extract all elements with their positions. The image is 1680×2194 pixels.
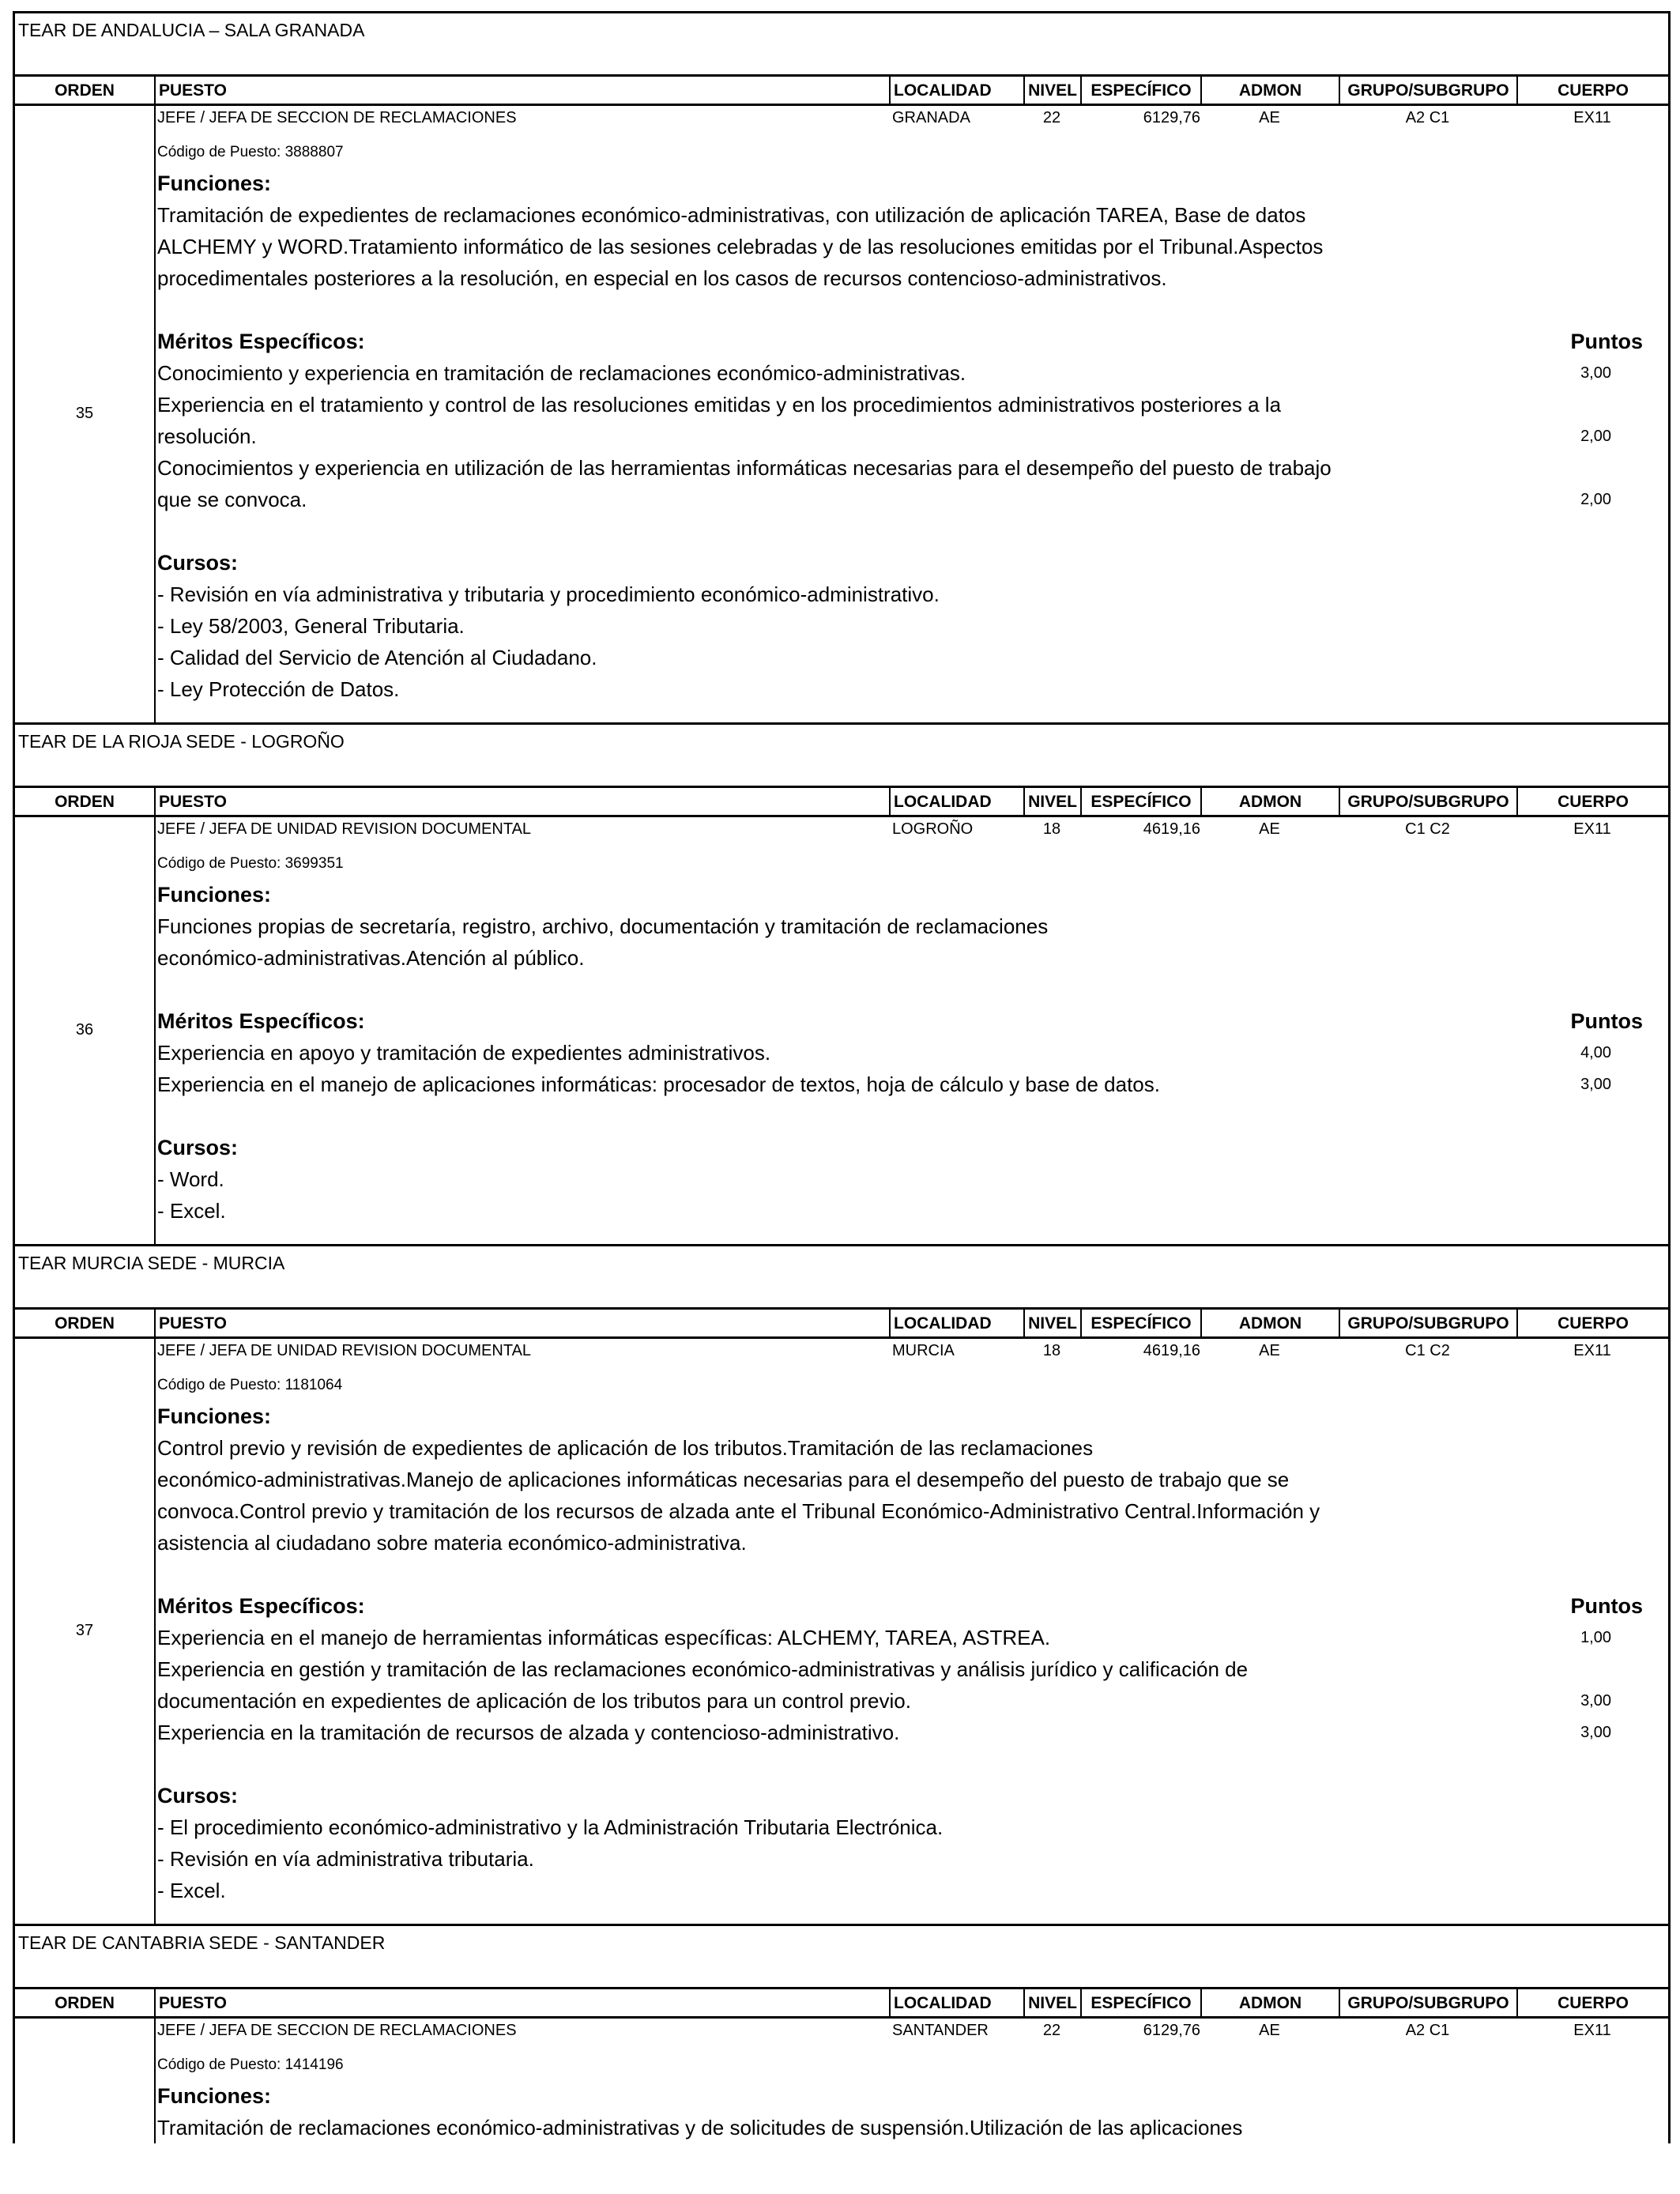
especifico-value: 4619,16 bbox=[1143, 820, 1200, 838]
merito-item bbox=[157, 357, 1659, 389]
merito-text: Conocimiento y experiencia en tramitación de reclamaciones económico-administrativas. bbox=[157, 361, 966, 385]
funciones-line: Tramitación de expedientes de reclamaciones económico-administrativas, con utilización de aplicación TAREA, Base de datos bbox=[157, 203, 1306, 227]
especifico-value: 6129,76 bbox=[1143, 109, 1200, 126]
column-header-row bbox=[15, 1987, 1668, 2019]
especifico-value: 4619,16 bbox=[1143, 1342, 1200, 1359]
curso-item: - Revisión en vía administrativa y tributaria y procedimiento económico-administrativo. bbox=[157, 582, 940, 606]
column-header-nivel: NIVEL bbox=[1023, 788, 1080, 815]
position-body bbox=[15, 2019, 1668, 2143]
merito-text: Experiencia en el manejo de aplicaciones informáticas: procesador de textos, hoja de cálculo y base de datos. bbox=[157, 1072, 1160, 1096]
spacer bbox=[157, 1906, 1659, 1924]
merito-puntos: 3,00 bbox=[1580, 1076, 1611, 1093]
funciones-label: Funciones: bbox=[157, 883, 272, 907]
spacer bbox=[157, 974, 1659, 1005]
funciones-line: económico-administrativas.Manejo de aplicaciones informáticas necesarias para el desempeño del puesto de trabajo que se bbox=[157, 1468, 1290, 1491]
column-header-cuerpo: CUERPO bbox=[1516, 1310, 1668, 1336]
column-header-puesto: PUESTO bbox=[154, 788, 889, 815]
merito-puntos: 3,00 bbox=[1580, 364, 1611, 382]
curso-item: - Ley Protección de Datos. bbox=[157, 677, 400, 701]
funciones-label: Funciones: bbox=[157, 1404, 272, 1428]
position-details bbox=[157, 2019, 1668, 2143]
position-summary-row bbox=[157, 1339, 1659, 1370]
spacer bbox=[157, 1748, 1659, 1780]
section-title: TEAR MURCIA SEDE - MURCIA bbox=[15, 1244, 1668, 1307]
meritos-label: Méritos Específicos: bbox=[157, 1594, 365, 1618]
position-details bbox=[157, 1339, 1668, 1924]
position-summary-row bbox=[157, 2019, 1659, 2050]
puesto-value: JEFE / JEFA DE SECCION DE RECLAMACIONES bbox=[157, 2022, 517, 2039]
codigo-puesto: Código de Puesto: 1414196 bbox=[157, 2056, 344, 2073]
document-page bbox=[13, 11, 1671, 2143]
position-body bbox=[15, 106, 1668, 722]
merito-text: Conocimientos y experiencia en utilización de las herramientas informáticas necesarias para el desempeño del puesto de trabajo bbox=[157, 456, 1332, 480]
funciones-line: Funciones propias de secretaría, registro, archivo, documentación y tramitación de reclamaciones bbox=[157, 914, 1049, 938]
puesto-value: JEFE / JEFA DE UNIDAD REVISION DOCUMENTAL bbox=[157, 1342, 532, 1359]
column-header-row bbox=[15, 1307, 1668, 1339]
merito-text: que se convoca. bbox=[157, 488, 307, 511]
column-header-nivel: NIVEL bbox=[1023, 77, 1080, 104]
spacer bbox=[157, 1559, 1659, 1590]
column-header-admon: ADMON bbox=[1200, 788, 1339, 815]
grupo-value: A2 C1 bbox=[1405, 109, 1450, 126]
merito-puntos: 4,00 bbox=[1580, 1044, 1611, 1061]
column-header-orden: ORDEN bbox=[55, 1314, 115, 1333]
position-summary-row bbox=[157, 106, 1659, 138]
position-section bbox=[13, 1924, 1671, 2143]
curso-item: - Excel. bbox=[157, 1879, 226, 1902]
column-header-orden: ORDEN bbox=[55, 1994, 115, 2012]
funciones-label: Funciones: bbox=[157, 2084, 272, 2108]
merito-item bbox=[157, 389, 1659, 452]
meritos-header bbox=[157, 1005, 1659, 1037]
column-header-cuerpo: CUERPO bbox=[1516, 788, 1668, 815]
column-header-admon: ADMON bbox=[1200, 1989, 1339, 2016]
merito-item bbox=[157, 1037, 1659, 1069]
funciones-line: Tramitación de reclamaciones económico-administrativas y de solicitudes de suspensión.Utilización de las aplicaciones bbox=[157, 2116, 1243, 2139]
merito-item bbox=[157, 1622, 1659, 1653]
orden-value: 37 bbox=[75, 1622, 94, 1639]
column-header-especifico: ESPECÍFICO bbox=[1080, 788, 1200, 815]
merito-text: Experiencia en la tramitación de recursos de alzada y contencioso-administrativo. bbox=[157, 1721, 900, 1744]
column-divider bbox=[154, 1339, 156, 1924]
merito-item bbox=[157, 1653, 1659, 1717]
cuerpo-value: EX11 bbox=[1573, 2022, 1611, 2039]
position-section bbox=[13, 722, 1671, 1244]
column-header-puesto: PUESTO bbox=[154, 77, 889, 104]
position-details bbox=[157, 817, 1668, 1244]
puesto-value: JEFE / JEFA DE UNIDAD REVISION DOCUMENTAL bbox=[157, 820, 532, 838]
cuerpo-value: EX11 bbox=[1573, 109, 1611, 126]
funciones-line: convoca.Control previo y tramitación de los recursos de alzada ante el Tribunal Económico-Administrativo Central.Información y bbox=[157, 1499, 1320, 1523]
orden-value: 35 bbox=[75, 405, 94, 422]
section-title: TEAR DE LA RIOJA SEDE - LOGROÑO bbox=[15, 722, 1668, 786]
meritos-label: Méritos Específicos: bbox=[157, 330, 365, 353]
cursos-label: Cursos: bbox=[157, 551, 239, 575]
merito-puntos: 2,00 bbox=[1580, 428, 1611, 445]
grupo-value: C1 C2 bbox=[1405, 1342, 1450, 1359]
merito-text: Experiencia en el manejo de herramientas informáticas específicas: ALCHEMY, TAREA, ASTREA. bbox=[157, 1626, 1051, 1649]
column-divider bbox=[154, 2019, 156, 2143]
admon-value: AE bbox=[1259, 1342, 1280, 1359]
column-header-especifico: ESPECÍFICO bbox=[1080, 77, 1200, 104]
position-details bbox=[157, 106, 1668, 722]
meritos-label: Méritos Específicos: bbox=[157, 1009, 365, 1033]
spacer bbox=[157, 1227, 1659, 1244]
spacer bbox=[157, 515, 1659, 547]
column-header-cuerpo: CUERPO bbox=[1516, 1989, 1668, 2016]
column-header-grupo: GRUPO/SUBGRUPO bbox=[1339, 77, 1516, 104]
position-section bbox=[13, 11, 1671, 722]
grupo-value: C1 C2 bbox=[1405, 820, 1450, 838]
cursos-label: Cursos: bbox=[157, 1136, 239, 1159]
section-title: TEAR DE ANDALUCIA – SALA GRANADA bbox=[15, 11, 1668, 74]
nivel-value: 22 bbox=[1042, 2022, 1061, 2039]
nivel-value: 18 bbox=[1042, 820, 1061, 838]
column-divider bbox=[154, 106, 156, 722]
funciones-line: económico-administrativas.Atención al público. bbox=[157, 946, 585, 970]
column-header-localidad: LOCALIDAD bbox=[889, 788, 1023, 815]
column-header-localidad: LOCALIDAD bbox=[889, 77, 1023, 104]
merito-puntos: 1,00 bbox=[1580, 1629, 1611, 1646]
curso-item: - Excel. bbox=[157, 1199, 226, 1223]
funciones-label: Funciones: bbox=[157, 172, 272, 195]
nivel-value: 18 bbox=[1042, 1342, 1061, 1359]
column-header-puesto: PUESTO bbox=[154, 1989, 889, 2016]
funciones-line: procedimentales posteriores a la resolución, en especial en los casos de recursos contencioso-administrativos. bbox=[157, 266, 1167, 290]
localidad-value: SANTANDER bbox=[892, 2022, 989, 2039]
puntos-label: Puntos bbox=[1570, 330, 1643, 353]
column-header-puesto: PUESTO bbox=[154, 1310, 889, 1336]
grupo-value: A2 C1 bbox=[1405, 2022, 1450, 2039]
curso-item: - El procedimiento económico-administrativo y la Administración Tributaria Electrónica. bbox=[157, 1815, 944, 1839]
merito-text: Experiencia en apoyo y tramitación de expedientes administrativos. bbox=[157, 1041, 771, 1065]
localidad-value: MURCIA bbox=[892, 1342, 955, 1359]
column-header-grupo: GRUPO/SUBGRUPO bbox=[1339, 1310, 1516, 1336]
orden-value: 36 bbox=[75, 1021, 94, 1039]
merito-puntos: 2,00 bbox=[1580, 491, 1611, 508]
column-header-admon: ADMON bbox=[1200, 77, 1339, 104]
localidad-value: LOGROÑO bbox=[892, 820, 974, 838]
merito-item bbox=[157, 1717, 1659, 1748]
merito-puntos: 3,00 bbox=[1580, 1692, 1611, 1710]
funciones-line: Control previo y revisión de expedientes de aplicación de los tributos.Tramitación de las reclamaciones bbox=[157, 1436, 1094, 1460]
funciones-line: asistencia al ciudadano sobre materia económico-administrativa. bbox=[157, 1531, 747, 1555]
curso-item: - Word. bbox=[157, 1167, 224, 1191]
column-header-localidad: LOCALIDAD bbox=[889, 1989, 1023, 2016]
admon-value: AE bbox=[1259, 109, 1280, 126]
position-body bbox=[15, 817, 1668, 1244]
column-header-especifico: ESPECÍFICO bbox=[1080, 1989, 1200, 2016]
admon-value: AE bbox=[1259, 820, 1280, 838]
cuerpo-value: EX11 bbox=[1573, 820, 1611, 838]
column-header-orden: ORDEN bbox=[55, 81, 115, 100]
funciones-line: ALCHEMY y WORD.Tratamiento informático de las sesiones celebradas y de las resoluciones emitidas por el Tribunal.Aspectos bbox=[157, 235, 1324, 258]
puntos-label: Puntos bbox=[1570, 1594, 1643, 1618]
column-header-cuerpo: CUERPO bbox=[1516, 77, 1668, 104]
section-title: TEAR DE CANTABRIA SEDE - SANTANDER bbox=[15, 1924, 1668, 1987]
cursos-label: Cursos: bbox=[157, 1784, 239, 1808]
curso-item: - Revisión en vía administrativa tributaria. bbox=[157, 1847, 534, 1871]
column-header-orden: ORDEN bbox=[55, 793, 115, 811]
position-summary-row bbox=[157, 817, 1659, 849]
column-header-grupo: GRUPO/SUBGRUPO bbox=[1339, 1989, 1516, 2016]
spacer bbox=[157, 705, 1659, 722]
spacer bbox=[157, 294, 1659, 326]
column-header-nivel: NIVEL bbox=[1023, 1310, 1080, 1336]
localidad-value: GRANADA bbox=[892, 109, 970, 126]
puesto-value: JEFE / JEFA DE SECCION DE RECLAMACIONES bbox=[157, 109, 517, 126]
spacer bbox=[157, 1100, 1659, 1132]
position-section bbox=[13, 1244, 1671, 1924]
column-header-localidad: LOCALIDAD bbox=[889, 1310, 1023, 1336]
merito-item bbox=[157, 1069, 1659, 1100]
merito-item bbox=[157, 452, 1659, 515]
column-divider bbox=[154, 817, 156, 1244]
puntos-label: Puntos bbox=[1570, 1009, 1643, 1033]
curso-item: - Calidad del Servicio de Atención al Ciudadano. bbox=[157, 646, 597, 669]
admon-value: AE bbox=[1259, 2022, 1280, 2039]
merito-text: documentación en expedientes de aplicación de los tributos para un control previo. bbox=[157, 1689, 911, 1713]
column-header-nivel: NIVEL bbox=[1023, 1989, 1080, 2016]
cuerpo-value: EX11 bbox=[1573, 1342, 1611, 1359]
meritos-header bbox=[157, 326, 1659, 357]
codigo-puesto: Código de Puesto: 1181064 bbox=[157, 1377, 343, 1393]
column-header-admon: ADMON bbox=[1200, 1310, 1339, 1336]
column-header-row bbox=[15, 786, 1668, 817]
merito-puntos: 3,00 bbox=[1580, 1724, 1611, 1741]
merito-text: Experiencia en el tratamiento y control de las resoluciones emitidas y en los procedimientos administrativos posteriores a la bbox=[157, 393, 1282, 417]
merito-text: resolución. bbox=[157, 424, 257, 448]
column-header-row bbox=[15, 74, 1668, 106]
column-header-especifico: ESPECÍFICO bbox=[1080, 1310, 1200, 1336]
column-header-grupo: GRUPO/SUBGRUPO bbox=[1339, 788, 1516, 815]
codigo-puesto: Código de Puesto: 3699351 bbox=[157, 855, 344, 872]
position-body bbox=[15, 1339, 1668, 1924]
nivel-value: 22 bbox=[1042, 109, 1061, 126]
especifico-value: 6129,76 bbox=[1143, 2022, 1200, 2039]
codigo-puesto: Código de Puesto: 3888807 bbox=[157, 144, 344, 160]
merito-text: Experiencia en gestión y tramitación de las reclamaciones económico-administrativas y análisis jurídico y calificación de bbox=[157, 1657, 1249, 1681]
meritos-header bbox=[157, 1590, 1659, 1622]
curso-item: - Ley 58/2003, General Tributaria. bbox=[157, 614, 465, 638]
